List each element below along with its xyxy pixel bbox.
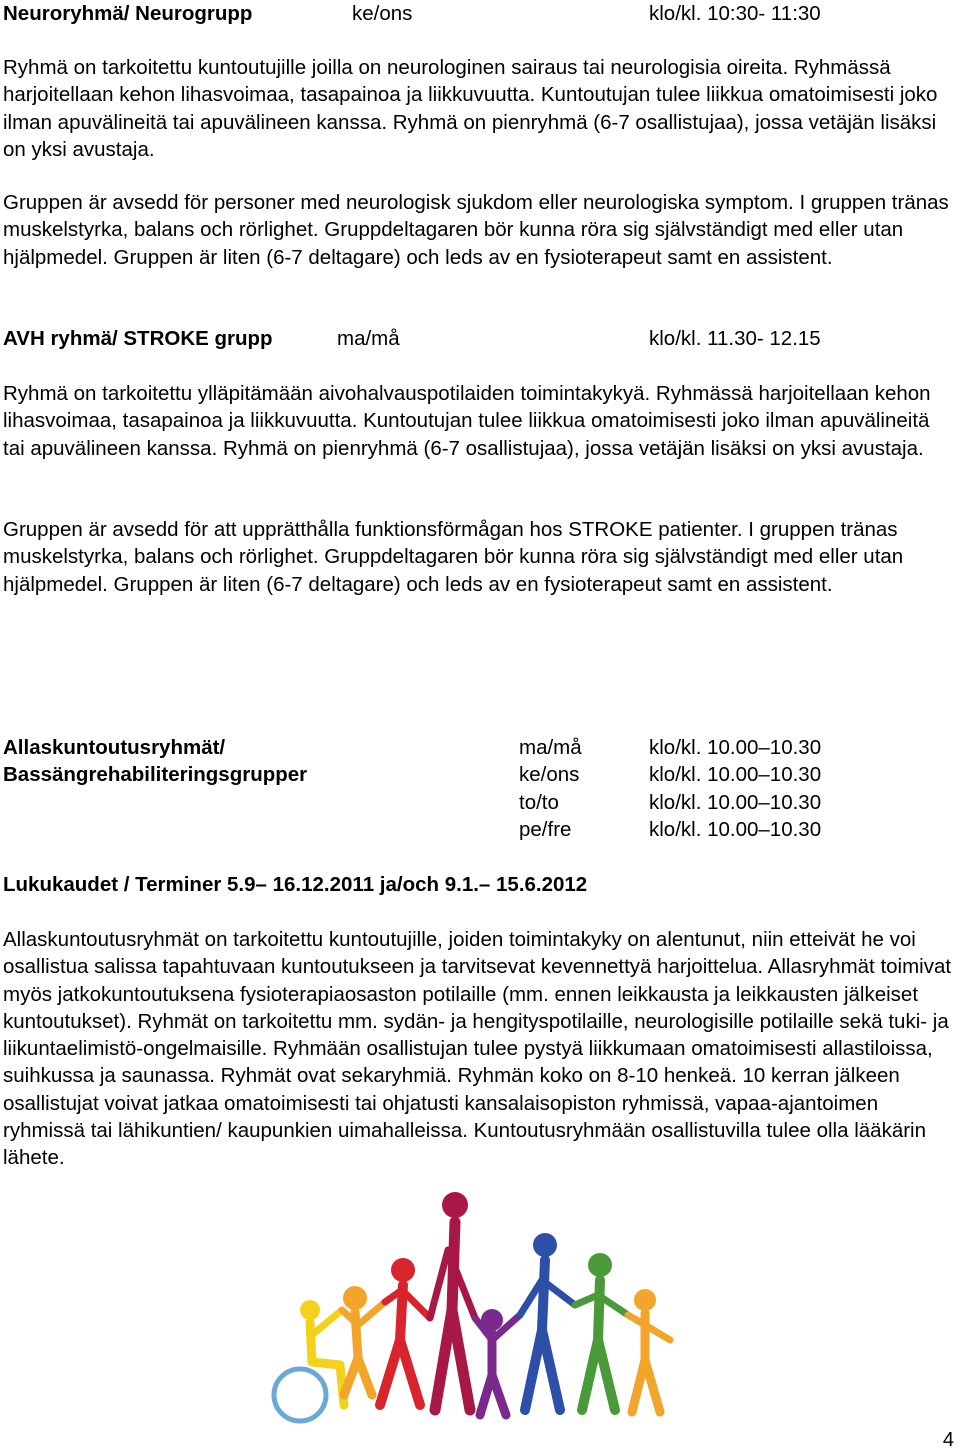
- neuro-day: ke/ons: [352, 2, 413, 25]
- schedule-row: [3, 816, 953, 843]
- schedule-row: [3, 734, 953, 761]
- neuro-fi-text: Ryhmä on tarkoitettu kuntoutujille joilla on neurologinen sairaus tai neurologisia oireita. Ryhmässä harjoitellaan kehon lihasvoimaa, tasapainoa ja liikkuvuutta. Kuntoutujan tulee liikkua omatoimisesti joko ilman apuvälineitä tai apuvälineen kanssa. Ryhmä on pienryhmä (6-7 osallistujaa), jossa vetäjän lisäksi on yksi avustaja.: [3, 56, 938, 161]
- people-holding-hands-icon: [270, 1190, 690, 1430]
- schedule-time: klo/kl. 10.00–10.30: [649, 790, 822, 814]
- pool-title-line1: Allaskuntoutusryhmät/: [3, 736, 226, 759]
- avh-header: [3, 325, 952, 352]
- schedule-row: [3, 761, 953, 788]
- page-number: 4: [942, 1429, 954, 1451]
- schedule-day: ma/må: [519, 736, 582, 759]
- neuro-title: Neuroryhmä/ Neurogrupp: [3, 2, 253, 25]
- pool-terms: Lukukaudet / Terminer 5.9– 16.12.2011 ja/och 9.1.– 15.6.2012: [3, 873, 588, 896]
- schedule-day: ke/ons: [519, 763, 580, 787]
- schedule-time: klo/kl. 10.00–10.30: [649, 817, 822, 841]
- pool-title-line2: Bassängrehabiliteringsgrupper: [3, 763, 308, 787]
- avh-time: klo/kl. 11.30- 12.15: [649, 327, 821, 350]
- avh-day: ma/må: [337, 327, 400, 350]
- schedule-day: pe/fre: [519, 817, 572, 841]
- schedule-day: to/to: [519, 790, 559, 814]
- schedule-time: klo/kl. 10.00–10.30: [649, 763, 822, 787]
- avh-fi-text: Ryhmä on tarkoitettu ylläpitämään aivohalvauspotilaiden toimintakykyä. Ryhmässä harjoitellaan kehon lihasvoimaa, tasapainoa ja liikkuvuutta. Kuntoutujan tulee liikkua omatoimisesti joko ilman apuvälineitä tai apuvälineen kanssa. Ryhmä on pienryhmä (6-7 osallistujaa), jossa vetäjän lisäksi on yksi avustaja.: [3, 382, 931, 460]
- neuro-sv-text: Gruppen är avsedd för personer med neurologisk sjukdom eller neurologiska symptom. I gruppen tränas muskelstyrka, balans och rörlighet. Gruppdeltagaren bör kunna röra sig självständigt med eller utan hjälpmedel. Gruppen är liten (6-7 deltagare) och leds av en fysioterapeut samt en assistent.: [3, 191, 949, 269]
- avh-title: AVH ryhmä/ STROKE grupp: [3, 327, 273, 350]
- neuro-time: klo/kl. 10:30- 11:30: [649, 2, 821, 25]
- neuro-header: [3, 0, 952, 27]
- pool-fi-text: Allaskuntoutusryhmät on tarkoitettu kuntoutujille, joiden toimintakyky on alentunut, niin etteivät he voi osallistua salissa tapahtuvaan kuntoutukseen ja tarvitsevat kevennettyä harjoittelua. Allasryhmät toimivat myös jatkokuntoutuksena fysioterapiaosaston potilaille (mm. ennen leikkausta ja leikkausten jälkeiset kuntoutukset). Ryhmät on tarkoitettu mm. sydän- ja hengityspotilaille, neurologisille potilaille sekä tuki- ja liikuntaelimistö-ongelmaisille. Ryhmään osallistujan tulee pystyä liikkumaan omatoimisesti allastiloissa, suihkussa ja saunassa. Ryhmät ovat sekaryhmiä. Ryhmän koko on 8-10 henkeä. 10 kerran jälkeen osallistujat voivat jatkaa omatoimisesti tai ohjatusti kansalaisopiston ryhmissä, vapaa-ajantoimen ryhmissä tai lähikuntien/ kaupunkien uimahalleissa. Kuntoutusryhmään osallistuvilla tulee olla lääkärin lähete.: [3, 928, 952, 1170]
- avh-sv-text: Gruppen är avsedd för att upprätthålla funktionsförmågan hos STROKE patienter. I gruppen tränas muskelstyrka, balans och rörlighet. Gruppdeltagaren bör kunna röra sig självständigt med eller utan hjälpmedel. Gruppen är liten (6-7 deltagare) och leds av en fysioterapeut samt en assistent.: [3, 518, 904, 596]
- schedule-row: [3, 789, 953, 816]
- schedule-time: klo/kl. 10.00–10.30: [649, 736, 822, 759]
- pool-schedule: [3, 734, 953, 843]
